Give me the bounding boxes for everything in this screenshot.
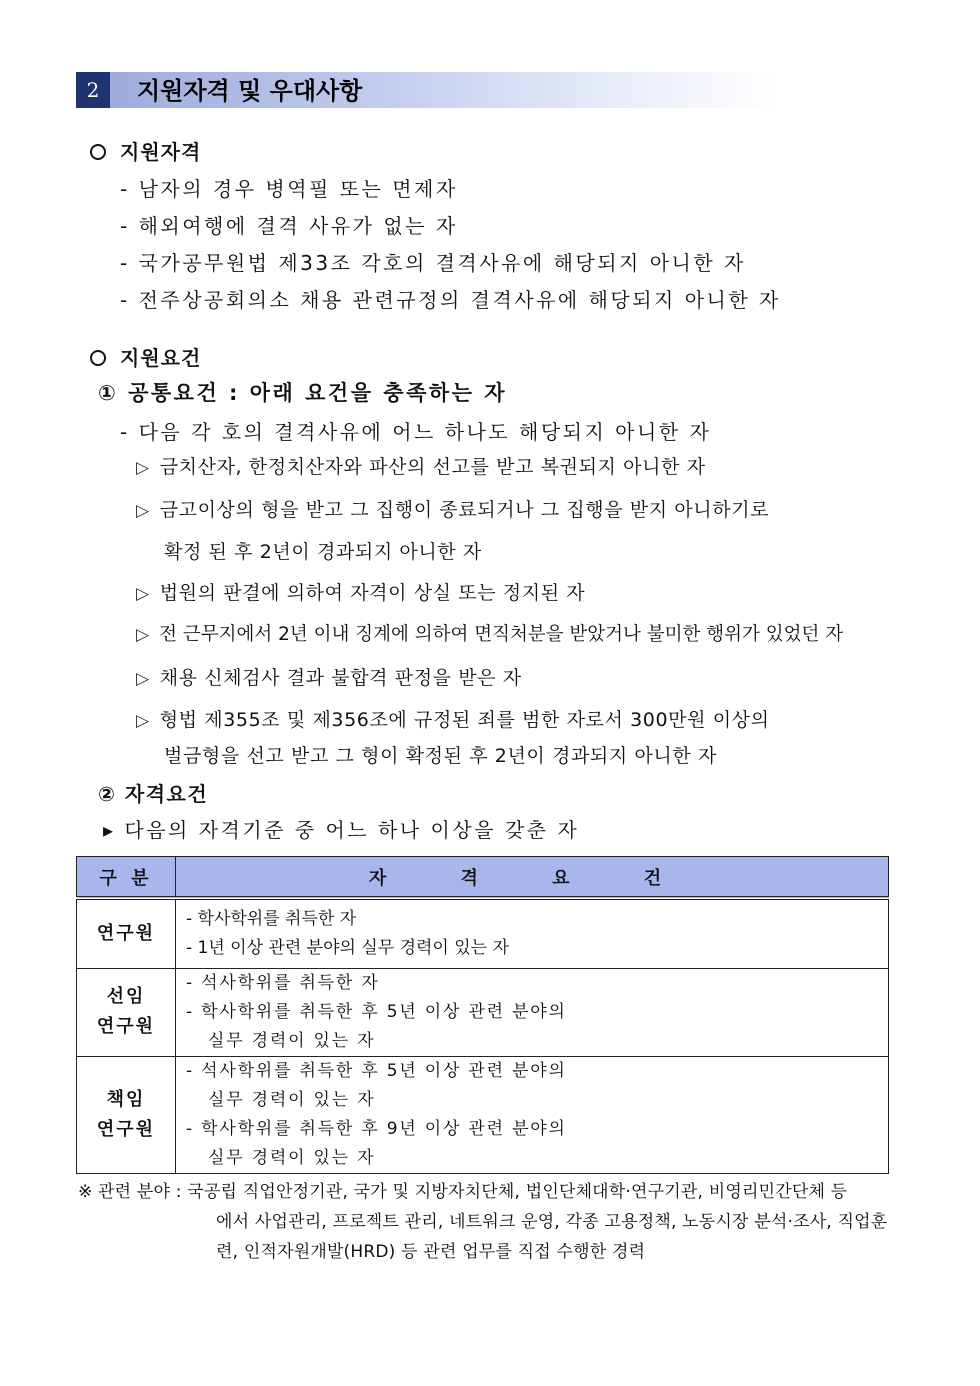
row-requirements: - 석사학위를 취득한 후 5년 이상 관련 분야의 실무 경력이 있는 자 - 학사학위를 취득한 후 9년 이상 관련 분야의 실무 경력이 있는 자 bbox=[176, 1056, 889, 1173]
triangle-marker-icon: ▷ bbox=[136, 501, 150, 521]
eligibility-heading bbox=[90, 136, 201, 165]
eligibility-item: - 국가공무원법 제33조 각호의 결격사유에 해당되지 아니한 자 bbox=[120, 251, 746, 275]
table-header-requirements: 자 격 요 건 bbox=[176, 857, 889, 899]
common-item-continuation: 벌금형을 선고 받고 그 형이 확정된 후 2년이 경과되지 아니한 자 bbox=[164, 745, 717, 767]
note-line: ※ 관련 분야 : 국공립 직업안정기관, 국가 및 지방자치단체, 법인단체대학·연구기관, 비영리민간단체 등 bbox=[78, 1182, 848, 1202]
eligibility-item: - 해외여행에 결격 사유가 없는 자 bbox=[120, 214, 458, 238]
section-number: 2 bbox=[76, 72, 110, 108]
qualification-intro: ▸ 다음의 자격기준 중 어느 하나 이상을 갖춘 자 bbox=[103, 818, 580, 842]
common-item: ▷ 채용 신체검사 결과 불합격 판정을 받은 자 bbox=[136, 667, 522, 689]
note-line: 에서 사업관리, 프로젝트 관리, 네트워크 운영, 각종 고용정책, 노동시장 분석·조사, 직업훈 bbox=[216, 1212, 888, 1232]
common-item: ▷ 법원의 판결에 의하여 자격이 상실 또는 정지된 자 bbox=[136, 582, 586, 604]
eligibility-item: - 전주상공회의소 채용 관련규정의 결격사유에 해당되지 아니한 자 bbox=[120, 288, 781, 312]
common-item: ▷ 전 근무지에서 2년 이내 징계에 의하여 면직처분을 받았거나 불미한 행위가 있었던 자 bbox=[136, 624, 844, 645]
table-header-category: 구 분 bbox=[77, 857, 176, 899]
triangle-marker-icon: ▷ bbox=[136, 458, 150, 478]
row-requirements: - 석사학위를 취득한 자 - 학사학위를 취득한 후 5년 이상 관련 분야의 실무 경력이 있는 자 bbox=[176, 968, 889, 1056]
table-row bbox=[77, 1056, 889, 1173]
eligibility-heading-text: 지원자격 bbox=[120, 140, 202, 164]
row-category: 책임 연구원 bbox=[77, 1056, 176, 1173]
section-title: 지원자격 및 우대사항 bbox=[137, 77, 363, 105]
common-item: ▷ 금치산자, 한정치산자와 파산의 선고를 받고 복권되지 아니한 자 bbox=[136, 456, 706, 478]
table-row bbox=[77, 898, 889, 968]
triangle-marker-icon: ▷ bbox=[136, 669, 150, 689]
row-category: 연구원 bbox=[77, 898, 176, 968]
common-item: ▷ 형법 제355조 및 제356조에 규정된 죄를 범한 자로서 300만원 이상의 bbox=[136, 709, 770, 731]
common-item: ▷ 금고이상의 형을 받고 그 집행이 종료되거나 그 집행을 받지 아니하기로 bbox=[136, 499, 770, 521]
common-item-continuation: 확정 된 후 2년이 경과되지 아니한 자 bbox=[164, 541, 482, 563]
table-header-row bbox=[77, 857, 889, 899]
note-line: 련, 인적자원개발(HRD) 등 관련 업무를 직접 수행한 경력 bbox=[216, 1242, 646, 1262]
common-requirements-title: ① 공통요건 : 아래 요건을 충족하는 자 bbox=[98, 381, 508, 405]
table-row bbox=[77, 968, 889, 1056]
circle-bullet-icon bbox=[90, 350, 106, 366]
triangle-marker-icon: ▷ bbox=[136, 625, 150, 645]
eligibility-item: - 남자의 경우 병역필 또는 면제자 bbox=[120, 177, 458, 201]
common-requirements-intro: - 다음 각 호의 결격사유에 어느 하나도 해당되지 아니한 자 bbox=[120, 420, 712, 444]
requirements-heading-text: 지원요건 bbox=[120, 346, 202, 370]
row-requirements: - 학사학위를 취득한 자 - 1년 이상 관련 분야의 실무 경력이 있는 자 bbox=[176, 898, 889, 968]
triangle-marker-icon: ▷ bbox=[136, 711, 150, 731]
qualification-table bbox=[76, 856, 889, 1174]
requirements-heading bbox=[90, 342, 201, 371]
circle-bullet-icon bbox=[90, 144, 106, 160]
triangle-marker-icon: ▷ bbox=[136, 584, 150, 604]
qualification-title: ② 자격요건 bbox=[98, 782, 209, 806]
row-category: 선임 연구원 bbox=[77, 968, 176, 1056]
